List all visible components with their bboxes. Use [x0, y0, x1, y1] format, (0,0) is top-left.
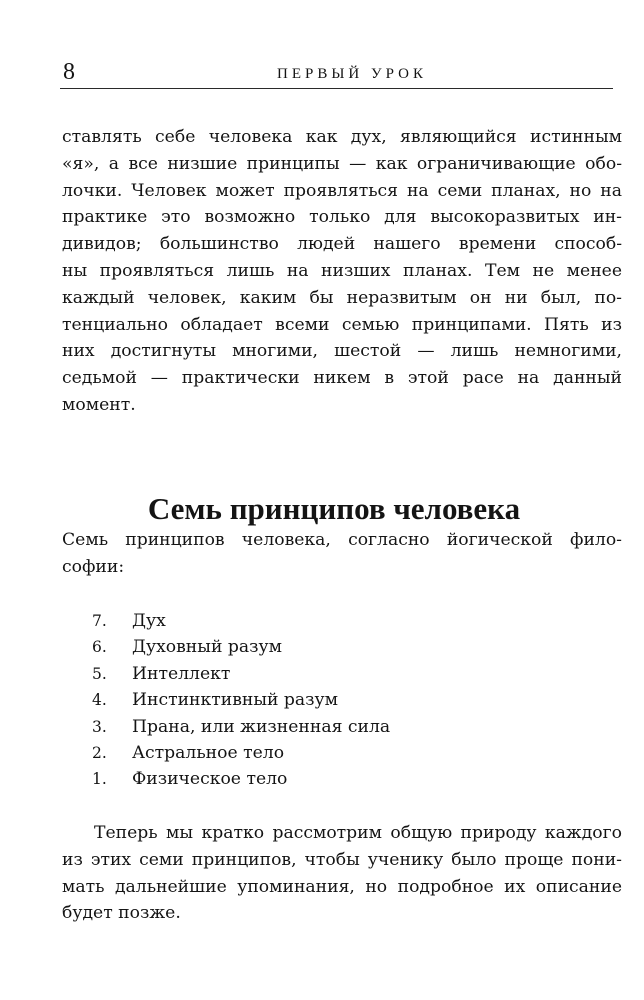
header-rule: [60, 88, 613, 89]
text-line: момент.: [62, 394, 136, 415]
list-number: 2.: [92, 744, 107, 763]
list-label: Инстинктивный разум: [132, 690, 339, 711]
paragraph-intro: [62, 527, 622, 581]
list-label: Дух: [132, 611, 166, 631]
paragraph-continued: [62, 124, 622, 419]
list-number: 7.: [92, 612, 107, 630]
paragraph-conclusion: [62, 820, 622, 927]
list-item: [92, 634, 390, 660]
text-line: них достигнуты многими, шестой — лишь немногими,: [62, 341, 622, 362]
list-item: [92, 687, 390, 713]
list-label: Физическое тело: [132, 769, 288, 790]
text-line: «я», а все низшие принципы — как ограничивающие обо-: [62, 153, 622, 174]
text-line: из этих семи принципов, чтобы ученику было проще пони-: [62, 849, 622, 870]
list-number: 5.: [92, 664, 107, 683]
text-line: ны проявляться лишь на низших планах. Тем не менее: [62, 260, 622, 281]
list-item: [92, 714, 390, 740]
list-item: [92, 740, 390, 766]
text-line: практике это возможно только для высокоразвитых ин-: [62, 207, 622, 228]
running-head: ПЕРВЫЙ УРОК: [277, 66, 427, 82]
text-line: лочки. Человек может проявляться на семи планах, но на: [62, 180, 622, 201]
list-number: 1.: [92, 770, 107, 789]
list-item: [92, 608, 390, 634]
list-number: 4.: [92, 691, 107, 710]
text-line: дивидов; большинство людей нашего времени способ-: [62, 234, 622, 255]
text-line: Семь принципов человека, согласно йогической фило-: [62, 530, 622, 550]
text-line: мать дальнейшие упоминания, но подробное их описание: [62, 876, 622, 897]
text-line: будет позже.: [62, 903, 181, 924]
list-number: 3.: [92, 717, 107, 736]
page-number: 8: [63, 59, 75, 85]
list-label: Духовный разум: [132, 637, 282, 658]
list-item: [92, 661, 390, 687]
text-line: софии:: [62, 556, 125, 577]
list-label: Интеллект: [132, 663, 231, 684]
list-label: Прана, или жизненная сила: [132, 716, 391, 737]
text-line: ставлять себе человека как дух, являющийся истинным: [62, 127, 622, 147]
text-line: Теперь мы кратко рассмотрим общую природу каждого: [94, 823, 622, 843]
text-line: седьмой — практически никем в этой расе на данный: [62, 368, 622, 389]
page-header: [60, 58, 613, 88]
list-number: 6.: [92, 638, 107, 657]
list-label: Астральное тело: [132, 743, 285, 764]
principles-list: [92, 608, 390, 793]
text-line: каждый человек, каким бы неразвитым он ни был, по-: [62, 287, 622, 308]
section-heading: Семь принципов человека: [147, 490, 521, 526]
list-item: [92, 766, 390, 792]
text-line: тенциально обладает всеми семью принципами. Пять из: [62, 314, 622, 335]
